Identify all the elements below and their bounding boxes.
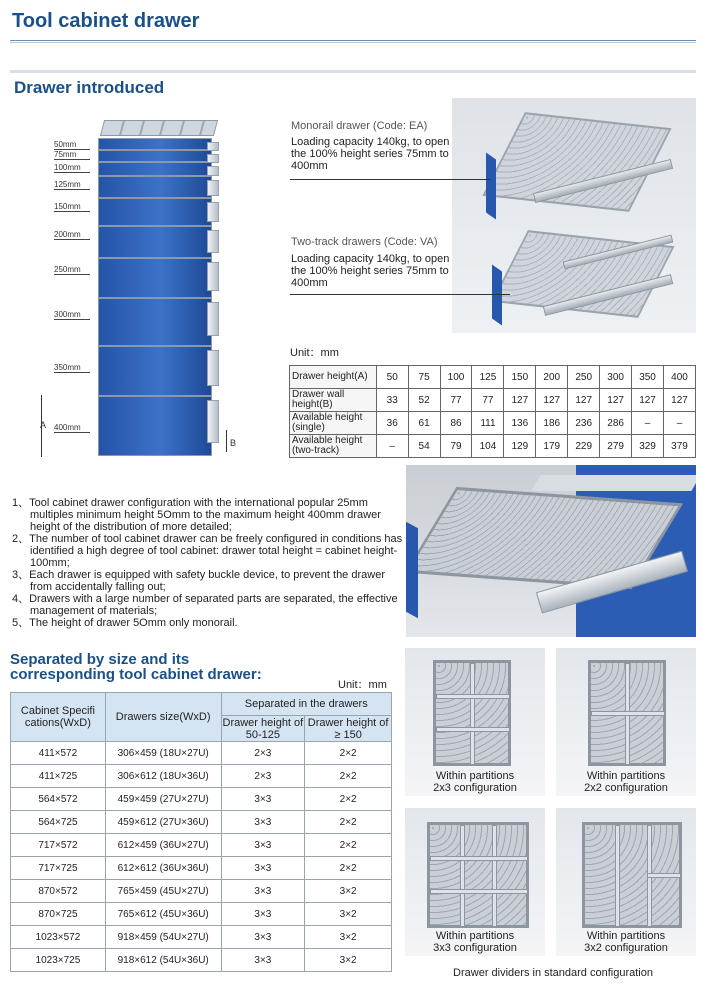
tower-drawer-handle	[207, 202, 219, 222]
spec-row	[290, 412, 696, 435]
table-row	[11, 903, 392, 926]
spec-cell: 379	[664, 435, 696, 458]
config-2x3-caption	[405, 770, 545, 794]
table-cell: 717×725	[11, 857, 106, 880]
spec-cell: 279	[600, 435, 632, 458]
table-cell: 3×3	[221, 880, 305, 903]
table-cell: 564×572	[11, 788, 106, 811]
table-cell: 459×459 (27U×27U)	[105, 788, 221, 811]
two-track-description: Loading capacity 140kg, to open the 100% height series 75mm to 400mm	[291, 253, 450, 289]
footer-caption: Drawer dividers in standard configuration	[453, 967, 653, 979]
tower-height-label: 400mm	[54, 423, 81, 432]
spec-cell: 200	[536, 366, 568, 389]
tower-drawer-handle	[207, 262, 219, 291]
spec-cell: 33	[376, 389, 408, 412]
tower-height-line	[54, 189, 90, 190]
spec-cell: 54	[408, 435, 440, 458]
table-cell: 2×2	[305, 857, 392, 880]
tower-height-label: 300mm	[54, 310, 81, 319]
note-item: 1、Tool cabinet drawer configuration with the international popular 25mm multiples minimum height 5Omm to the maximum height 400mm drawer height of the distribution of more detailed;	[12, 497, 381, 533]
table-row	[11, 765, 392, 788]
config-3x2-line2: 3x2 configuration	[584, 942, 668, 954]
config-2x2-image	[588, 660, 666, 766]
tower-top-tray	[100, 120, 218, 136]
table-cell: 2×2	[305, 811, 392, 834]
spec-cell: 250	[568, 366, 600, 389]
spec-row	[290, 435, 696, 458]
spec-row-label: Drawer height(A)	[290, 366, 377, 389]
tower-drawer	[98, 346, 212, 396]
spec-cell: 286	[600, 412, 632, 435]
config-panel-2x3	[405, 648, 545, 796]
spec-cell: 61	[408, 412, 440, 435]
spec-cell: 329	[632, 435, 664, 458]
table-cell: 1023×572	[11, 926, 106, 949]
spec-cell: 229	[568, 435, 600, 458]
spec-cell: 127	[600, 389, 632, 412]
spec-cell: 136	[504, 412, 536, 435]
section-title-separated	[10, 652, 262, 682]
tower-height-label: 100mm	[54, 163, 81, 172]
section-title-line1: Separated by size and its	[10, 651, 190, 668]
col-header-drawer-size: Drawers size(WxD)	[105, 693, 221, 742]
table-cell: 2×2	[305, 765, 392, 788]
spec-cell: 79	[440, 435, 472, 458]
note-item: 5、The height of drawer 5Omm only monorail.	[12, 617, 238, 629]
spec-cell: 186	[536, 412, 568, 435]
spec-row	[290, 366, 696, 389]
spec-cell: 50	[376, 366, 408, 389]
config-2x3-line2: 2x3 configuration	[433, 782, 517, 794]
spec-cell: 127	[568, 389, 600, 412]
config-3x2-caption	[556, 930, 696, 954]
separation-table-unit: Unit：mm	[338, 679, 387, 691]
dimension-b-label: B	[230, 438, 237, 448]
table-cell: 306×459 (18U×27U)	[105, 742, 221, 765]
monorail-drawer-side	[486, 152, 496, 219]
spec-row-label: Drawer wall height(B)	[290, 389, 377, 412]
table-cell: 564×725	[11, 811, 106, 834]
tower-drawer	[98, 176, 212, 198]
table-cell: 3×3	[221, 788, 305, 811]
tower-height-label: 200mm	[54, 230, 81, 239]
config-3x3-line1: Within partitions	[435, 930, 515, 942]
spec-cell: 127	[632, 389, 664, 412]
table-row	[11, 811, 392, 834]
table-cell: 765×459 (45U×27U)	[105, 880, 221, 903]
table-row	[11, 880, 392, 903]
title-divider	[10, 40, 696, 41]
two-track-title: Two-track drawers (Code: VA)	[291, 236, 438, 248]
spec-cell: 400	[664, 366, 696, 389]
section-bar	[10, 70, 696, 73]
table-cell: 870×725	[11, 903, 106, 926]
table-row	[11, 949, 392, 972]
spec-cell: 127	[664, 389, 696, 412]
tower-height-label: 125mm	[54, 180, 81, 189]
note-item: 4、Drawers with a large number of separated parts are separated, the effective management of materials;	[12, 593, 398, 617]
table-cell: 3×2	[305, 903, 392, 926]
table-cell: 918×612 (54U×36U)	[105, 949, 221, 972]
table-cell: 306×612 (18U×36U)	[105, 765, 221, 788]
config-panel-2x2	[556, 648, 696, 796]
drawer-tower-illustration	[40, 120, 280, 470]
config-2x2-caption	[556, 770, 696, 794]
spec-cell: 52	[408, 389, 440, 412]
tower-height-line	[54, 274, 90, 275]
table-row	[11, 788, 392, 811]
dimension-b-line	[226, 430, 227, 452]
table-cell: 2×2	[305, 742, 392, 765]
col-header-height-150: Drawer height of ≥ 150	[305, 716, 392, 742]
table-cell: 3×2	[305, 880, 392, 903]
note-item: 3、Each drawer is equipped with safety buckle device, to prevent the drawer from accidentally falling out;	[12, 569, 385, 593]
tower-drawer-handle	[207, 180, 219, 196]
col-header-separated-group: Separated in the drawers	[221, 693, 392, 716]
tower-height-line	[54, 432, 90, 433]
two-track-leader-line	[290, 294, 510, 295]
spec-row	[290, 389, 696, 412]
spec-cell: 350	[632, 366, 664, 389]
tower-drawer-handle	[207, 166, 219, 176]
tower-drawer	[98, 298, 212, 346]
section-title-drawer-introduced: Drawer introduced	[14, 78, 165, 97]
tower-drawer	[98, 162, 212, 176]
config-panel-3x2	[556, 808, 696, 956]
drawer-height-table	[289, 365, 696, 458]
table-cell: 612×612 (36U×36U)	[105, 857, 221, 880]
table-cell: 765×612 (45U×36U)	[105, 903, 221, 926]
separation-table	[10, 692, 392, 972]
monorail-leader-line	[290, 179, 490, 180]
spec-cell: 77	[472, 389, 504, 412]
spec-cell: 75	[408, 366, 440, 389]
tower-height-label: 150mm	[54, 202, 81, 211]
table-cell: 3×3	[221, 857, 305, 880]
tower-drawer-handle	[207, 230, 219, 253]
table-cell: 459×612 (27U×36U)	[105, 811, 221, 834]
table-cell: 3×3	[221, 949, 305, 972]
spec-table-unit: Unit：mm	[290, 347, 339, 359]
tower-height-label: 350mm	[54, 363, 81, 372]
spec-cell: 36	[376, 412, 408, 435]
tower-drawer	[98, 138, 212, 150]
two-track-drawer-side	[492, 264, 502, 325]
config-3x2-image	[582, 822, 682, 928]
monorail-drawer-image	[482, 112, 671, 212]
table-cell: 3×2	[305, 949, 392, 972]
table-cell: 2×2	[305, 834, 392, 857]
table-cell: 3×3	[221, 811, 305, 834]
tower-drawer	[98, 258, 212, 298]
table-row	[11, 926, 392, 949]
table-cell: 2×2	[305, 788, 392, 811]
monorail-title: Monorail drawer (Code: EA)	[291, 120, 428, 132]
table-cell: 411×725	[11, 765, 106, 788]
tower-height-line	[54, 372, 90, 373]
table-row	[11, 834, 392, 857]
table-row	[11, 857, 392, 880]
spec-cell: –	[632, 412, 664, 435]
table-cell: 918×459 (54U×27U)	[105, 926, 221, 949]
config-3x3-caption	[405, 930, 545, 954]
spec-cell: 104	[472, 435, 504, 458]
table-cell: 2×3	[221, 742, 305, 765]
spec-cell: 179	[536, 435, 568, 458]
tower-height-line	[54, 239, 90, 240]
tower-height-label: 75mm	[54, 150, 77, 159]
spec-cell: 127	[504, 389, 536, 412]
table-cell: 3×3	[221, 926, 305, 949]
spec-cell: 150	[504, 366, 536, 389]
spec-cell: 236	[568, 412, 600, 435]
open-drawer-side	[406, 522, 418, 618]
feature-notes	[12, 497, 407, 629]
spec-cell: 129	[504, 435, 536, 458]
config-2x2-line2: 2x2 configuration	[584, 782, 668, 794]
section-title-line2: corresponding tool cabinet drawer:	[10, 666, 262, 683]
tower-drawer-handle	[207, 400, 219, 443]
drawer-photos	[452, 98, 696, 333]
tower-drawer	[98, 198, 212, 226]
spec-cell: 100	[440, 366, 472, 389]
config-3x2-line1: Within partitions	[586, 930, 666, 942]
tower-drawer	[98, 226, 212, 258]
spec-row-label: Available height (two-track)	[290, 435, 377, 458]
tower-drawer	[98, 150, 212, 162]
tower-height-label: 250mm	[54, 265, 81, 274]
tower-height-label: 50mm	[54, 140, 77, 149]
spec-cell: 86	[440, 412, 472, 435]
col-header-height-50-125: Drawer height of 50-125	[222, 716, 304, 741]
table-cell: 3×3	[221, 834, 305, 857]
tower-height-line	[54, 319, 90, 320]
spec-cell: 300	[600, 366, 632, 389]
table-cell: 1023×725	[11, 949, 106, 972]
spec-cell: –	[664, 412, 696, 435]
col-header-cabinet-spec: Cabinet Specifi cations(WxD)	[11, 693, 106, 742]
monorail-description: Loading capacity 140kg, to open the 100% height series 75mm to 400mm	[291, 136, 450, 172]
spec-cell: –	[376, 435, 408, 458]
tower-height-line	[54, 211, 90, 212]
tower-height-line	[54, 159, 90, 160]
table-cell: 870×572	[11, 880, 106, 903]
tower-drawer	[98, 396, 212, 456]
table-cell: 612×459 (36U×27U)	[105, 834, 221, 857]
spec-cell: 125	[472, 366, 504, 389]
spec-cell: 127	[536, 389, 568, 412]
config-2x3-line1: Within partitions	[435, 770, 515, 782]
spec-cell: 111	[472, 412, 504, 435]
table-cell: 2×3	[221, 765, 305, 788]
tower-drawer-handle	[207, 350, 219, 386]
table-cell: 3×3	[221, 903, 305, 926]
config-3x3-line2: 3x3 configuration	[433, 942, 517, 954]
note-item: 2、The number of tool cabinet drawer can be freely configured in conditions has identified a high degree of tool cabinet: drawer total height = cabinet height-100mm;	[12, 533, 403, 569]
table-cell: 411×572	[11, 742, 106, 765]
table-row	[11, 742, 392, 765]
tower-height-line	[54, 172, 90, 173]
upper-drawer-front	[531, 475, 696, 491]
config-2x2-line1: Within partitions	[586, 770, 666, 782]
tower-drawer-handle	[207, 302, 219, 336]
title-divider-secondary	[10, 42, 696, 43]
spec-row-label: Available height (single)	[290, 412, 377, 435]
config-2x3-image	[433, 660, 511, 766]
table-cell: 717×572	[11, 834, 106, 857]
page-title: Tool cabinet drawer	[12, 10, 200, 32]
config-panel-3x3	[405, 808, 545, 956]
spec-cell: 77	[440, 389, 472, 412]
table-cell: 3×2	[305, 926, 392, 949]
open-drawer-photo	[406, 465, 696, 637]
dimension-a-label: A	[40, 420, 47, 430]
config-3x3-image	[427, 822, 529, 928]
